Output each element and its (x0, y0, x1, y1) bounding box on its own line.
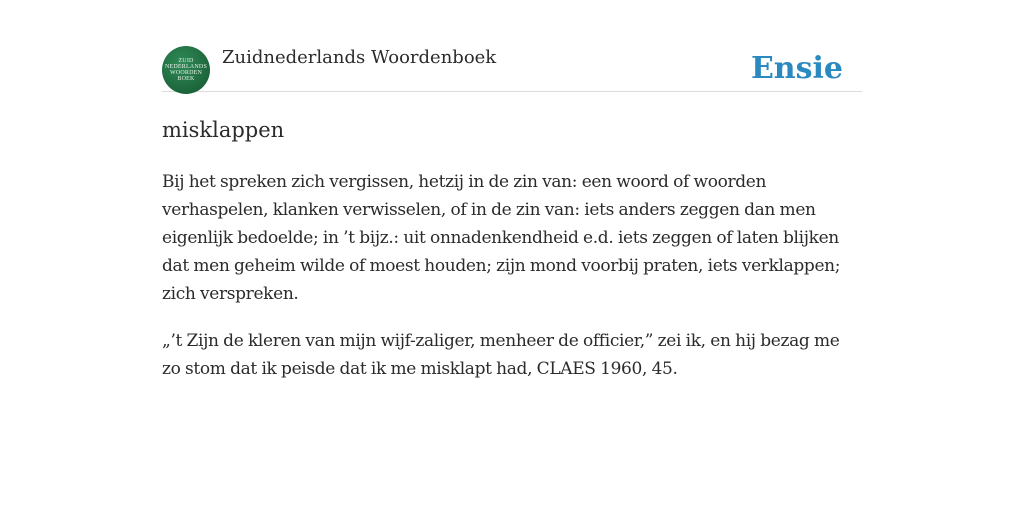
logo-line: ZUID (178, 58, 194, 64)
logo-line: NEDERLANDS (165, 64, 207, 70)
entry-definition: Bij het spreken zich vergissen, hetzij in de zin van: een woord of woorden verhaspelen, klanken verwisselen, of in de zin van: iets anders zeggen dan men eigenlijk bedoelde; in ’t bijz.: uit onnadenkendheid e.d. iets zeggen of laten blijken dat men geheim wilde of moest houden; zijn mond voorbij praten, iets verklappen; zich verspreken. (162, 172, 841, 304)
dictionary-logo-icon[interactable] (162, 46, 210, 94)
entry-example-quote: „’t Zijn de kleren van mijn wijf-zaliger, menheer de officier,” zei ik, en hij bezag me zo stom dat ik peisde dat ik me misklapt had, CLAES 1960, 45. (162, 331, 840, 379)
brand-logo-link[interactable]: Ensie (750, 51, 843, 86)
logo-line: WOORDEN (169, 70, 203, 76)
source-dictionary-name[interactable]: Zuidnederlands Woordenboek (222, 47, 497, 68)
page-header (162, 46, 862, 92)
entry-title: misklappen (162, 118, 285, 142)
logo-line: BOEK (177, 76, 195, 82)
